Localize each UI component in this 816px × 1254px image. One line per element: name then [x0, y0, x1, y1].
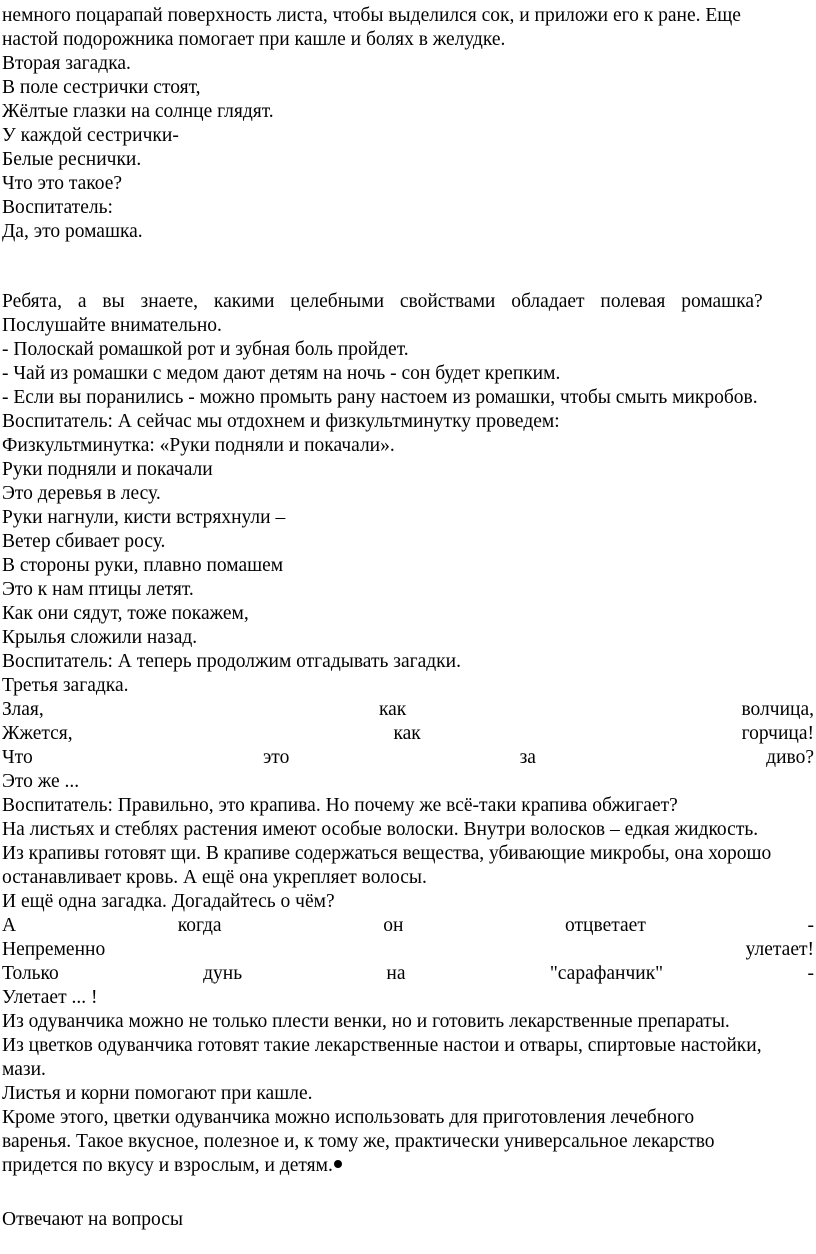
- poem-line: Как они сядут, тоже покажем,: [2, 603, 249, 624]
- list-item: - Если вы поранились - можно промыть рану настоем из ромашки, чтобы смыть микробов.: [2, 387, 758, 408]
- list-item: - Чай из ромашки с медом дают детям на ночь - сон будет крепким.: [2, 363, 561, 384]
- word: отцветает: [565, 915, 646, 936]
- justified-row: [2, 698, 814, 722]
- text-line: настой подорожника помогает при кашле и болях в желудке.: [2, 29, 506, 50]
- justified-row: [2, 962, 814, 986]
- word: на: [386, 963, 406, 984]
- poem-line: В стороны руки, плавно помашем: [2, 555, 284, 576]
- word: Только: [2, 963, 59, 984]
- poem-line: Белые реснички.: [2, 149, 142, 170]
- word: А: [2, 915, 17, 936]
- word: за: [519, 747, 536, 768]
- word: как: [393, 723, 421, 744]
- paragraph-line: Листья и корни помогают при кашле.: [2, 1083, 313, 1104]
- poem-line: Ветер сбивает росу.: [2, 531, 166, 552]
- word: улетает!: [745, 939, 814, 960]
- paragraph-text: придется по вкусу и взрослым, и детям.: [2, 1155, 333, 1176]
- justified-row: [2, 938, 814, 962]
- paragraph-line: Из одуванчика можно не только плести венки, но и готовить лекарственные препараты.: [2, 1011, 730, 1032]
- word: -: [807, 915, 814, 936]
- paragraph-text: Ребята, а вы знаете, какими целебными свойствами обладает полевая ромашка?: [2, 291, 763, 312]
- riddle-title: И ещё одна загадка. Догадайтесь о чём?: [2, 891, 335, 912]
- word: диво?: [766, 747, 814, 768]
- bullet-icon: [334, 1160, 342, 1168]
- paragraph-line: мази.: [2, 1059, 46, 1080]
- riddle-title: Вторая загадка.: [2, 53, 131, 74]
- paragraph-line: [2, 290, 814, 314]
- word: "сарафанчик": [549, 963, 664, 984]
- poem-line: Руки подняли и покачали: [2, 459, 213, 480]
- justified-row: [2, 746, 814, 770]
- word: горчица!: [741, 723, 814, 744]
- paragraph-line: Кроме этого, цветки одуванчика можно использовать для приготовления лечебного: [2, 1107, 695, 1128]
- poem-line: Это деревья в лесу.: [2, 483, 161, 504]
- word: это: [262, 747, 290, 768]
- speaker-label: Воспитатель:: [2, 197, 113, 218]
- justified-row: [2, 722, 814, 746]
- footer-line: Отвечают на вопросы: [2, 1209, 184, 1230]
- answer-line: Да, это ромашка.: [2, 221, 143, 242]
- word: дунь: [203, 963, 243, 984]
- section-title: Физкультминутка: «Руки подняли и покачали».: [2, 435, 395, 456]
- poem-line: У каждой сестрички-: [2, 125, 179, 146]
- poem-line: Это же ...: [2, 771, 80, 792]
- paragraph-line: Послушайте внимательно.: [2, 315, 222, 336]
- text-line: Воспитатель: Правильно, это крапива. Но почему же всё-таки крапива обжигает?: [2, 795, 678, 816]
- justified-row: [2, 914, 814, 938]
- word: он: [383, 915, 404, 936]
- poem-line: Жёлтые глазки на солнце глядят.: [2, 101, 274, 122]
- paragraph-line: На листьях и стеблях растения имеют особые волоски. Внутри волосков – едкая жидкость.: [2, 819, 759, 840]
- word: как: [378, 699, 407, 720]
- word: Злая,: [2, 699, 44, 720]
- text-line: немного поцарапай поверхность листа, чтобы выделился сок, и приложи его к ране. Еще: [2, 5, 741, 26]
- poem-line: В поле сестрички стоят,: [2, 77, 201, 98]
- word: Что: [2, 747, 33, 768]
- text-line: Воспитатель: А сейчас мы отдохнем и физкультминутку проведем:: [2, 411, 560, 432]
- paragraph-line: останавливает кровь. А ещё она укрепляет волосы.: [2, 867, 427, 888]
- word: волчица,: [741, 699, 814, 720]
- poem-line: Улетает ... !: [2, 987, 98, 1008]
- word: -: [807, 963, 814, 984]
- paragraph-line: [2, 1154, 814, 1178]
- poem-line: Что это такое?: [2, 173, 123, 194]
- poem-line: Это к нам птицы летят.: [2, 579, 194, 600]
- poem-line: Руки нагнули, кисти встряхнули –: [2, 507, 286, 528]
- list-item: - Полоскай ромашкой рот и зубная боль пройдет.: [2, 339, 409, 360]
- poem-line: Крылья сложили назад.: [2, 627, 198, 648]
- word: когда: [177, 915, 222, 936]
- word: Жжется,: [2, 723, 73, 744]
- riddle-title: Третья загадка.: [2, 675, 129, 696]
- word: Непременно: [2, 939, 106, 960]
- paragraph-line: Из цветков одуванчика готовят такие лекарственные настои и отвары, спиртовые настойки,: [2, 1035, 762, 1056]
- paragraph-line: варенья. Такое вкусное, полезное и, к тому же, практически универсальное лекарство: [2, 1131, 715, 1152]
- paragraph-line: Из крапивы готовят щи. В крапиве содержаться вещества, убивающие микробы, она хорошо: [2, 843, 772, 864]
- text-line: Воспитатель: А теперь продолжим отгадывать загадки.: [2, 651, 461, 672]
